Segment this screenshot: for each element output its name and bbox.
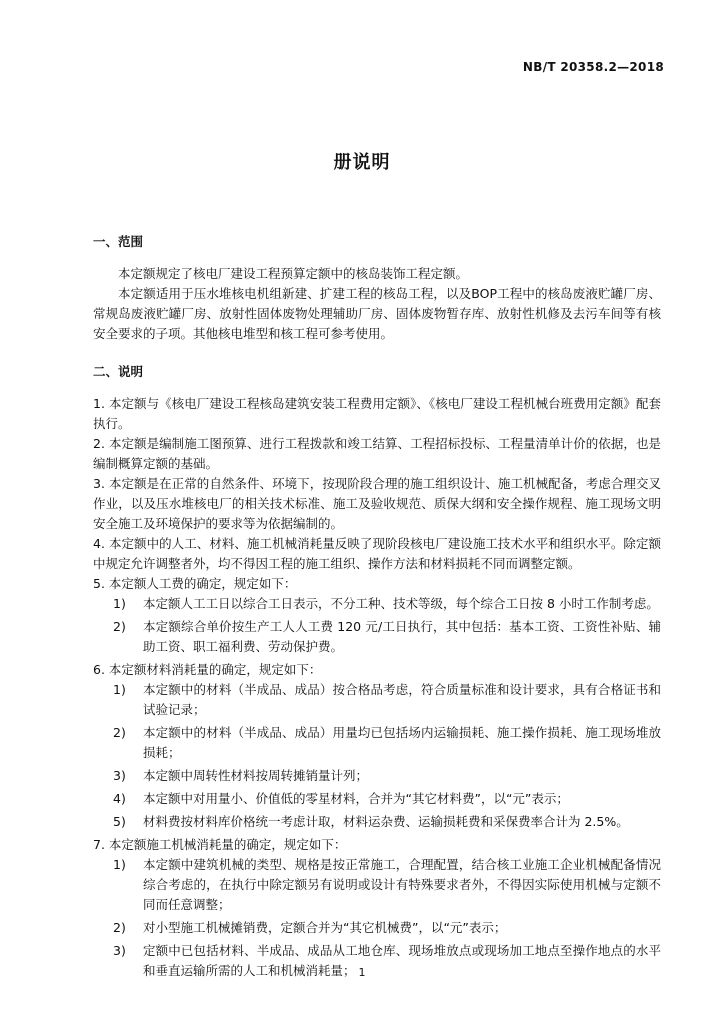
- sub-item: [93, 855, 661, 915]
- sub-item: [93, 723, 661, 763]
- sub-item-text: 本定额中建筑机械的类型、规格是按正常施工，合理配置，结合核工业施工企业机械配备情况综合考虑的，在执行中除定额另有说明或设计有特殊要求者外，不得因实际使用机械与定额不同而任意调整；: [143, 857, 661, 912]
- section-scope: [93, 232, 661, 344]
- sub-item: [93, 766, 661, 786]
- list-item: 6. 本定额材料消耗量的确定，规定如下：: [93, 662, 322, 677]
- sub-item-number: 2): [113, 920, 126, 935]
- page-number: 1: [358, 966, 366, 979]
- sub-item-number: 3): [113, 943, 126, 958]
- sub-item-number: 2): [113, 619, 126, 634]
- sub-item-number: 4): [113, 791, 126, 806]
- sub-item-text: 材料费按材料库价格统一考虑计取，材料运杂费、运输损耗费和采保费率合计为 2.5%。: [143, 814, 629, 829]
- sub-item-text: 本定额综合单价按生产工人人工费 120 元/工日执行，其中包括：基本工资、工资性补贴、辅助工资、职工福利费、劳动保护费。: [143, 619, 661, 654]
- sub-item-text: 本定额中的材料（半成品、成品）按合格品考虑，符合质量标准和设计要求，具有合格证书和试验记录；: [143, 682, 661, 717]
- section-heading: 一、范围: [93, 234, 144, 249]
- section-heading: 二、说明: [93, 364, 144, 379]
- sub-item-text: 定额中已包括材料、半成品、成品从工地仓库、现场堆放点或现场加工地点至操作地点的水平和垂直运输所需的人工和机械消耗量；: [143, 943, 661, 978]
- sub-item: [93, 789, 661, 809]
- list-item: 4. 本定额中的人工、材料、施工机械消耗量反映了现阶段核电厂建设施工技术水平和组织水平。除定额中规定允许调整者外，均不得因工程的施工组织、操作方法和材料损耗不同而调整定额。: [93, 536, 661, 571]
- document-code: NB/T 20358.2—2018: [522, 60, 664, 74]
- section-explanation: [93, 362, 661, 981]
- list-item: 5. 本定额人工费的确定，规定如下：: [93, 576, 297, 591]
- sub-item: [93, 680, 661, 720]
- sub-item-number: 5): [113, 814, 126, 829]
- list-item: 2. 本定额是编制施工图预算、进行工程拨款和竣工结算、工程招标投标、工程量清单计价的依据，也是编制概算定额的基础。: [93, 436, 661, 471]
- sub-item: [93, 594, 661, 614]
- page-title: 册说明: [333, 152, 391, 173]
- sub-item-text: 本定额中对用量小、价值低的零星材料，合并为“其它材料费”，以“元”表示；: [143, 791, 569, 806]
- sub-item-text: 对小型施工机械摊销费，定额合并为“其它机械费”，以“元”表示；: [143, 920, 507, 935]
- sub-item: [93, 918, 661, 938]
- sub-item-text: 本定额人工工日以综合工日表示，不分工种、技术等级，每个综合工日按 8 小时工作制考虑。: [143, 596, 659, 611]
- sub-item-number: 2): [113, 725, 126, 740]
- paragraph: 本定额适用于压水堆核电机组新建、扩建工程的核岛工程，以及BOP工程中的核岛废液贮罐厂房、常规岛废液贮罐厂房、放射性固体废物处理辅助厂房、固体废物暂存库、放射性机修及去污车间等有核安全要求的子项。其他核电堆型和核工程可参考使用。: [93, 286, 661, 341]
- paragraph: 本定额规定了核电厂建设工程预算定额中的核岛装饰工程定额。: [118, 266, 469, 281]
- sub-item-text: 本定额中的材料（半成品、成品）用量均已包括场内运输损耗、施工操作损耗、施工现场堆放损耗；: [143, 725, 661, 760]
- list-item: 7. 本定额施工机械消耗量的确定，规定如下：: [93, 837, 347, 852]
- sub-item-number: 1): [113, 596, 126, 611]
- sub-item: [93, 617, 661, 657]
- sub-item: [93, 812, 661, 832]
- sub-item-text: 本定额中周转性材料按周转摊销量计列；: [143, 768, 369, 783]
- list-item: 3. 本定额是在正常的自然条件、环境下，按现阶段合理的施工组织设计、施工机械配备，考虑合理交叉作业，以及压水堆核电厂的相关技术标准、施工及验收规范、质保大纲和安全操作规程、施工现场文明安全施工及环境保护的要求等为依据编制的。: [93, 476, 661, 531]
- sub-item-number: 1): [113, 857, 126, 872]
- list-item: 1. 本定额与《核电厂建设工程核岛建筑安装工程费用定额》、《核电厂建设工程机械台班费用定额》配套执行。: [93, 396, 661, 431]
- document-body: [93, 232, 661, 984]
- sub-item-number: 3): [113, 768, 126, 783]
- sub-item-number: 1): [113, 682, 126, 697]
